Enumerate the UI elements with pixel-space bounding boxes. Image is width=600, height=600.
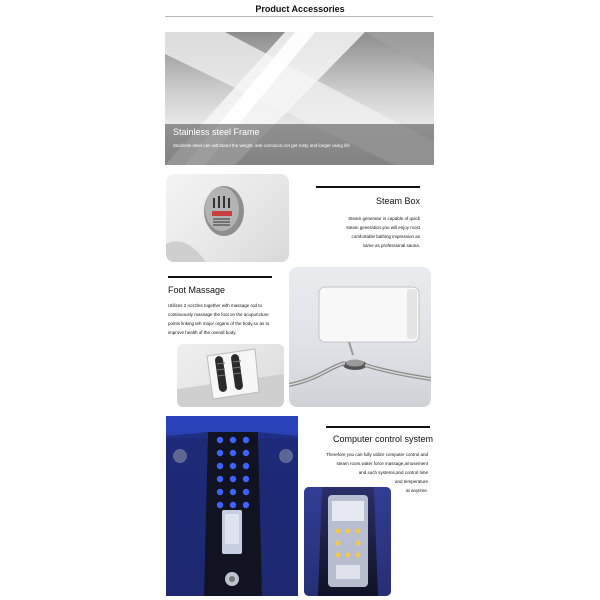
description-line: points linking teh major organs of the body,so as to [168, 321, 270, 326]
description-line: comfortable bathing impression as [351, 234, 420, 239]
computer-control-rule [326, 426, 430, 428]
description-line: Steam generator is capable of quick [348, 216, 420, 221]
description-line: same as professional sauna. [362, 243, 420, 248]
steam-box-rule [316, 186, 420, 188]
steam-box-image [166, 174, 289, 262]
control-panel-image [304, 487, 391, 596]
page-title: Product Accessories [255, 4, 345, 14]
description-line: and temperature [394, 479, 428, 484]
description-line: Therefore you can fully utilize computer control and [325, 452, 428, 457]
steam-box-heading: Steam Box [376, 196, 421, 206]
description-line: improve health of the overall body. [168, 330, 237, 335]
steam-box-description [318, 214, 420, 250]
description-line: continuously massage the foot on the acupuncture [168, 312, 269, 317]
foot-massage-description [168, 301, 288, 337]
foot-massage-heading: Foot Massage [168, 285, 226, 295]
description-line: steam generation.you will enjoy most [346, 225, 420, 230]
description-line: Utilizes 2 nozzles together with massage rod to [168, 303, 263, 308]
computer-control-heading: Computer control system [333, 434, 434, 444]
foot-massage-rule [168, 276, 272, 278]
description-line: steam room,water force massage,amusement [336, 461, 428, 466]
frame-heading: Stainless steel Frame [173, 127, 260, 137]
description-line: and such systems,and control time [358, 470, 428, 475]
title-divider [165, 16, 433, 17]
shower-cabin-image [166, 416, 298, 596]
frame-description: Stainless steel can withstand the weight, anti-corrosion,not get rusty and longer using life [173, 143, 350, 148]
foot-massager-image [177, 344, 284, 407]
description-line: at anytime. [405, 488, 428, 493]
steam-generator-pipe-image [289, 267, 431, 407]
